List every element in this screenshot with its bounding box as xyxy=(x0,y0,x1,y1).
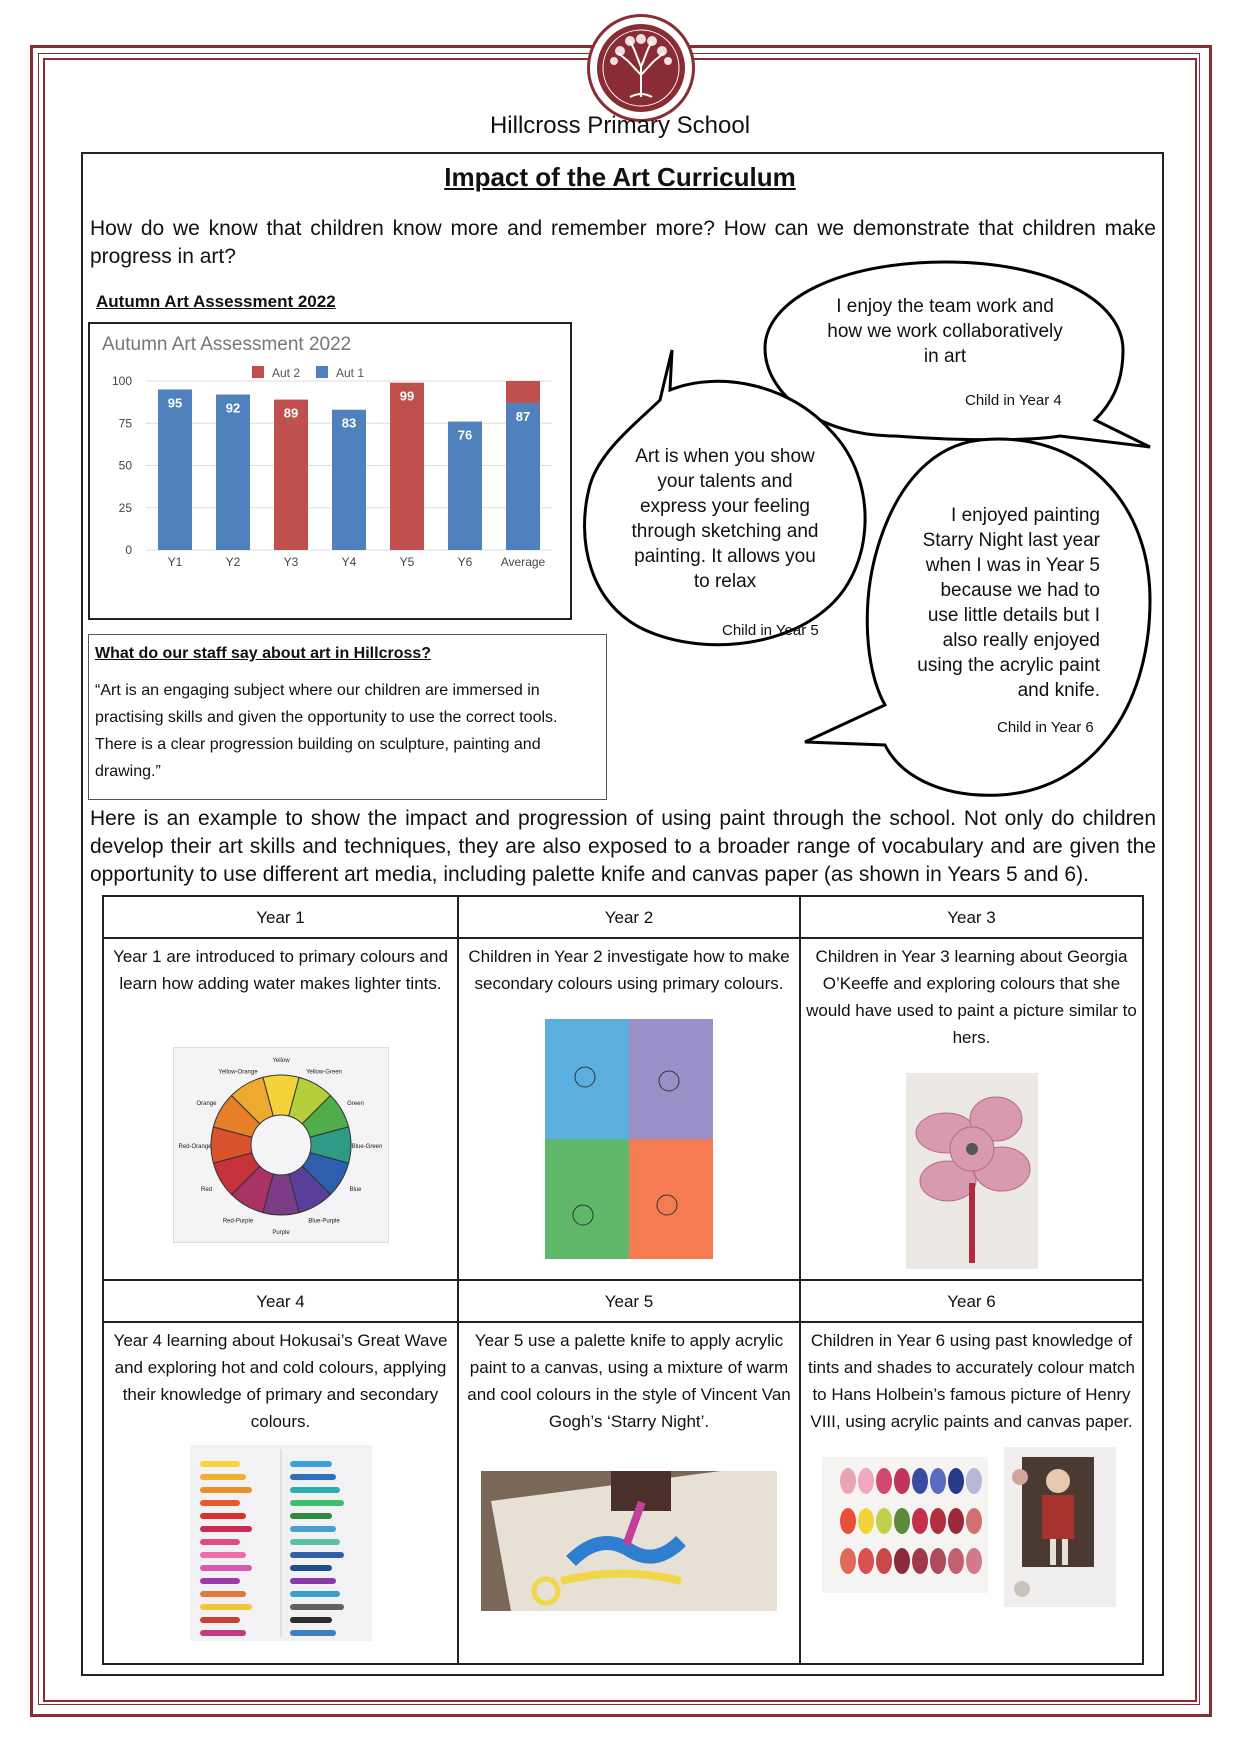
colour-wheel-label: Green xyxy=(346,1101,364,1107)
year-5-header: Year 5 xyxy=(458,1280,800,1322)
year-6-header: Year 6 xyxy=(800,1280,1143,1322)
paint-stroke xyxy=(200,1552,246,1558)
colour-wheel-label: Red-Purple xyxy=(222,1218,253,1225)
x-tick-label: Average xyxy=(500,555,546,569)
secondary-colours-painting xyxy=(545,1019,713,1259)
data-label: 99 xyxy=(399,388,415,404)
year-progression-table xyxy=(102,895,1144,1665)
colour-wheel-label: Red-Orange xyxy=(177,1144,212,1150)
y-tick-label: 25 xyxy=(118,500,132,515)
y-tick-label: 75 xyxy=(118,416,132,431)
example-paragraph: Here is an example to show the impact and progression of using paint through the school. Not only do children develop their art skills and techniques, they are also exposed to a broader range of vocabulary and are given the opportunity to use different art media, including palette knife and canvas paper (as shown in Years 5 and 6). xyxy=(90,807,1156,886)
year-2-text: Children in Year 2 investigate how to make secondary colours using primary colours. xyxy=(468,947,790,993)
paint-swatch xyxy=(966,1508,982,1534)
paint-swatch xyxy=(876,1548,892,1574)
legend-label-1: Aut 1 xyxy=(336,366,365,380)
paint-swatch xyxy=(930,1468,946,1494)
colour-wheel-label: Red xyxy=(200,1187,212,1193)
year-3-header: Year 3 xyxy=(800,896,1143,938)
x-tick-label: Y6 xyxy=(457,555,473,569)
year-5-text: Year 5 use a palette knife to apply acrylic paint to a canvas, using a mixture of warm and cool colours in the style of Vincent Van Gogh’s ‘Starry Night’. xyxy=(467,1331,791,1431)
paint-stroke xyxy=(290,1617,332,1623)
paint-stroke xyxy=(290,1513,332,1519)
year-3-text: Children in Year 3 learning about Georgia O’Keeffe and exploring colours that she would have used to paint a picture similar to hers. xyxy=(806,947,1137,1047)
paint-stroke xyxy=(290,1552,344,1558)
paint-swatch xyxy=(894,1468,910,1494)
y-tick-label: 0 xyxy=(125,543,132,557)
paint-stroke xyxy=(200,1617,240,1623)
data-label: 87 xyxy=(515,408,531,424)
paint-swatch xyxy=(912,1508,928,1534)
year-6-cell xyxy=(800,1322,1143,1664)
year-4-cell xyxy=(103,1322,458,1664)
colour-wheel-label: Blue xyxy=(348,1187,361,1193)
paint-stroke xyxy=(290,1461,332,1467)
year-2-header: Year 2 xyxy=(458,896,800,938)
year-6-text: Children in Year 6 using past knowledge of tints and shades to accurately colour match to Hans Holbein’s famous picture of Henry VIII, using acrylic paints and canvas paper. xyxy=(808,1331,1135,1431)
staff-quote-text: “Art is an engaging subject where our children are immersed in practising skills and given the opportunity to use the correct tools. There is a clear progression building on sculpture, painting and drawing.” xyxy=(95,682,558,780)
year-3-cell xyxy=(800,938,1143,1280)
x-tick-label: Y1 xyxy=(167,555,183,569)
paint-swatch xyxy=(840,1548,856,1574)
paint-stroke xyxy=(290,1604,344,1610)
paint-stroke xyxy=(290,1487,340,1493)
bubble-year-5-attr: Child in Year 5 xyxy=(722,622,819,639)
paint-stroke xyxy=(200,1474,246,1480)
y-tick-label: 50 xyxy=(118,458,132,473)
paint-swatch xyxy=(912,1548,928,1574)
colour-wheel-label: Purple xyxy=(271,1230,290,1236)
paint-stroke xyxy=(200,1591,246,1597)
year-1-text: Year 1 are introduced to primary colours and learn how adding water makes lighter tints. xyxy=(113,947,448,993)
paint-stroke xyxy=(290,1578,336,1584)
paint-swatch xyxy=(858,1468,874,1494)
chart-heading: Autumn Art Assessment 2022 xyxy=(96,292,336,311)
paint-swatch xyxy=(966,1468,982,1494)
paint-stroke xyxy=(200,1578,240,1584)
colour-wheel-image xyxy=(173,1047,389,1243)
hot-cold-colours-image xyxy=(190,1445,372,1641)
year-4-header: Year 4 xyxy=(103,1280,458,1322)
paint-stroke xyxy=(200,1487,252,1493)
bubble-year-6-attr: Child in Year 6 xyxy=(997,719,1094,736)
intro-paragraph: How do we know that children know more and remember more? How can we demonstrate that children make progress in art? xyxy=(90,217,1156,268)
paint-stroke xyxy=(290,1630,336,1636)
paint-stroke xyxy=(290,1526,336,1532)
paint-swatch xyxy=(948,1508,964,1534)
paint-swatch xyxy=(894,1508,910,1534)
paint-stroke xyxy=(200,1500,240,1506)
okeeffe-flower-painting xyxy=(906,1073,1038,1269)
paint-swatch xyxy=(840,1508,856,1534)
paint-swatch xyxy=(912,1468,928,1494)
colour-wheel xyxy=(174,1048,388,1242)
paint-stroke xyxy=(290,1474,336,1480)
paint-swatch xyxy=(858,1508,874,1534)
paint-stroke xyxy=(290,1565,332,1571)
year-1-cell xyxy=(103,938,458,1280)
paint-stroke xyxy=(290,1539,340,1545)
x-tick-label: Y4 xyxy=(341,555,357,569)
staff-quote-title: What do our staff say about art in Hillcross? xyxy=(95,645,432,662)
paint-swatch xyxy=(876,1468,892,1494)
paint-swatch xyxy=(894,1548,910,1574)
colour-wheel-label: Yellow-Green xyxy=(305,1069,342,1076)
colour-wheel-label: Blue-Green xyxy=(351,1144,382,1150)
paint-swatch xyxy=(930,1548,946,1574)
year-1-header: Year 1 xyxy=(103,896,458,938)
colour-wheel-label: Orange xyxy=(196,1101,217,1107)
paint-stroke xyxy=(290,1500,344,1506)
year-4-text: Year 4 learning about Hokusai’s Great Wave and exploring hot and cold colours, applying their knowledge of primary and secondary colours. xyxy=(113,1331,448,1431)
paint-stroke xyxy=(200,1630,246,1636)
tints-shades-henry-viii-images xyxy=(822,1447,1122,1607)
starry-night-canvas-photo xyxy=(481,1471,777,1611)
paint-swatch xyxy=(966,1548,982,1574)
colour-wheel-label: Yellow xyxy=(271,1058,290,1064)
year-2-cell xyxy=(458,938,800,1280)
x-tick-label: Y2 xyxy=(225,555,241,569)
school-name: Hillcross Primary School xyxy=(489,112,751,139)
paint-swatch xyxy=(858,1548,874,1574)
paint-swatch xyxy=(876,1508,892,1534)
data-label: 95 xyxy=(167,395,183,411)
colour-wheel-label: Blue-Purple xyxy=(307,1218,340,1225)
page-title: Impact of the Art Curriculum xyxy=(444,162,796,192)
paint-swatch xyxy=(840,1468,856,1494)
paint-stroke xyxy=(200,1461,240,1467)
colour-wheel-label: Yellow-Orange xyxy=(217,1069,258,1076)
paint-stroke xyxy=(290,1591,340,1597)
bubble-year-4-attr: Child in Year 4 xyxy=(965,392,1062,409)
paint-stroke xyxy=(200,1513,246,1519)
paint-stroke xyxy=(200,1539,240,1545)
legend-label-0: Aut 2 xyxy=(272,366,301,380)
paint-swatch xyxy=(930,1508,946,1534)
paint-swatch xyxy=(948,1548,964,1574)
chart-title: Autumn Art Assessment 2022 xyxy=(102,334,352,355)
x-tick-label: Y3 xyxy=(283,555,299,569)
year-5-cell xyxy=(458,1322,800,1664)
data-label: 92 xyxy=(225,400,241,416)
data-label: 76 xyxy=(457,427,473,443)
y-tick-label: 100 xyxy=(111,374,132,388)
data-label: 83 xyxy=(341,415,357,431)
bubble-year-5-text: Art is when you show your talents and express your feeling through sketching and painting. It allows you to relax xyxy=(631,446,819,592)
data-label: 89 xyxy=(283,405,299,421)
bubble-year-4-text: I enjoy the team work and how we work collaboratively in art xyxy=(827,296,1063,367)
paint-stroke xyxy=(200,1604,252,1610)
paint-stroke xyxy=(200,1565,252,1571)
x-tick-label: Y5 xyxy=(399,555,415,569)
paint-swatch xyxy=(948,1468,964,1494)
paint-stroke xyxy=(200,1526,252,1532)
bubble-year-6-text: I enjoyed painting Starry Night last year when I was in Year 5 because we had to use little details but I also really enjoyed using the acrylic paint and knife. xyxy=(917,505,1100,701)
